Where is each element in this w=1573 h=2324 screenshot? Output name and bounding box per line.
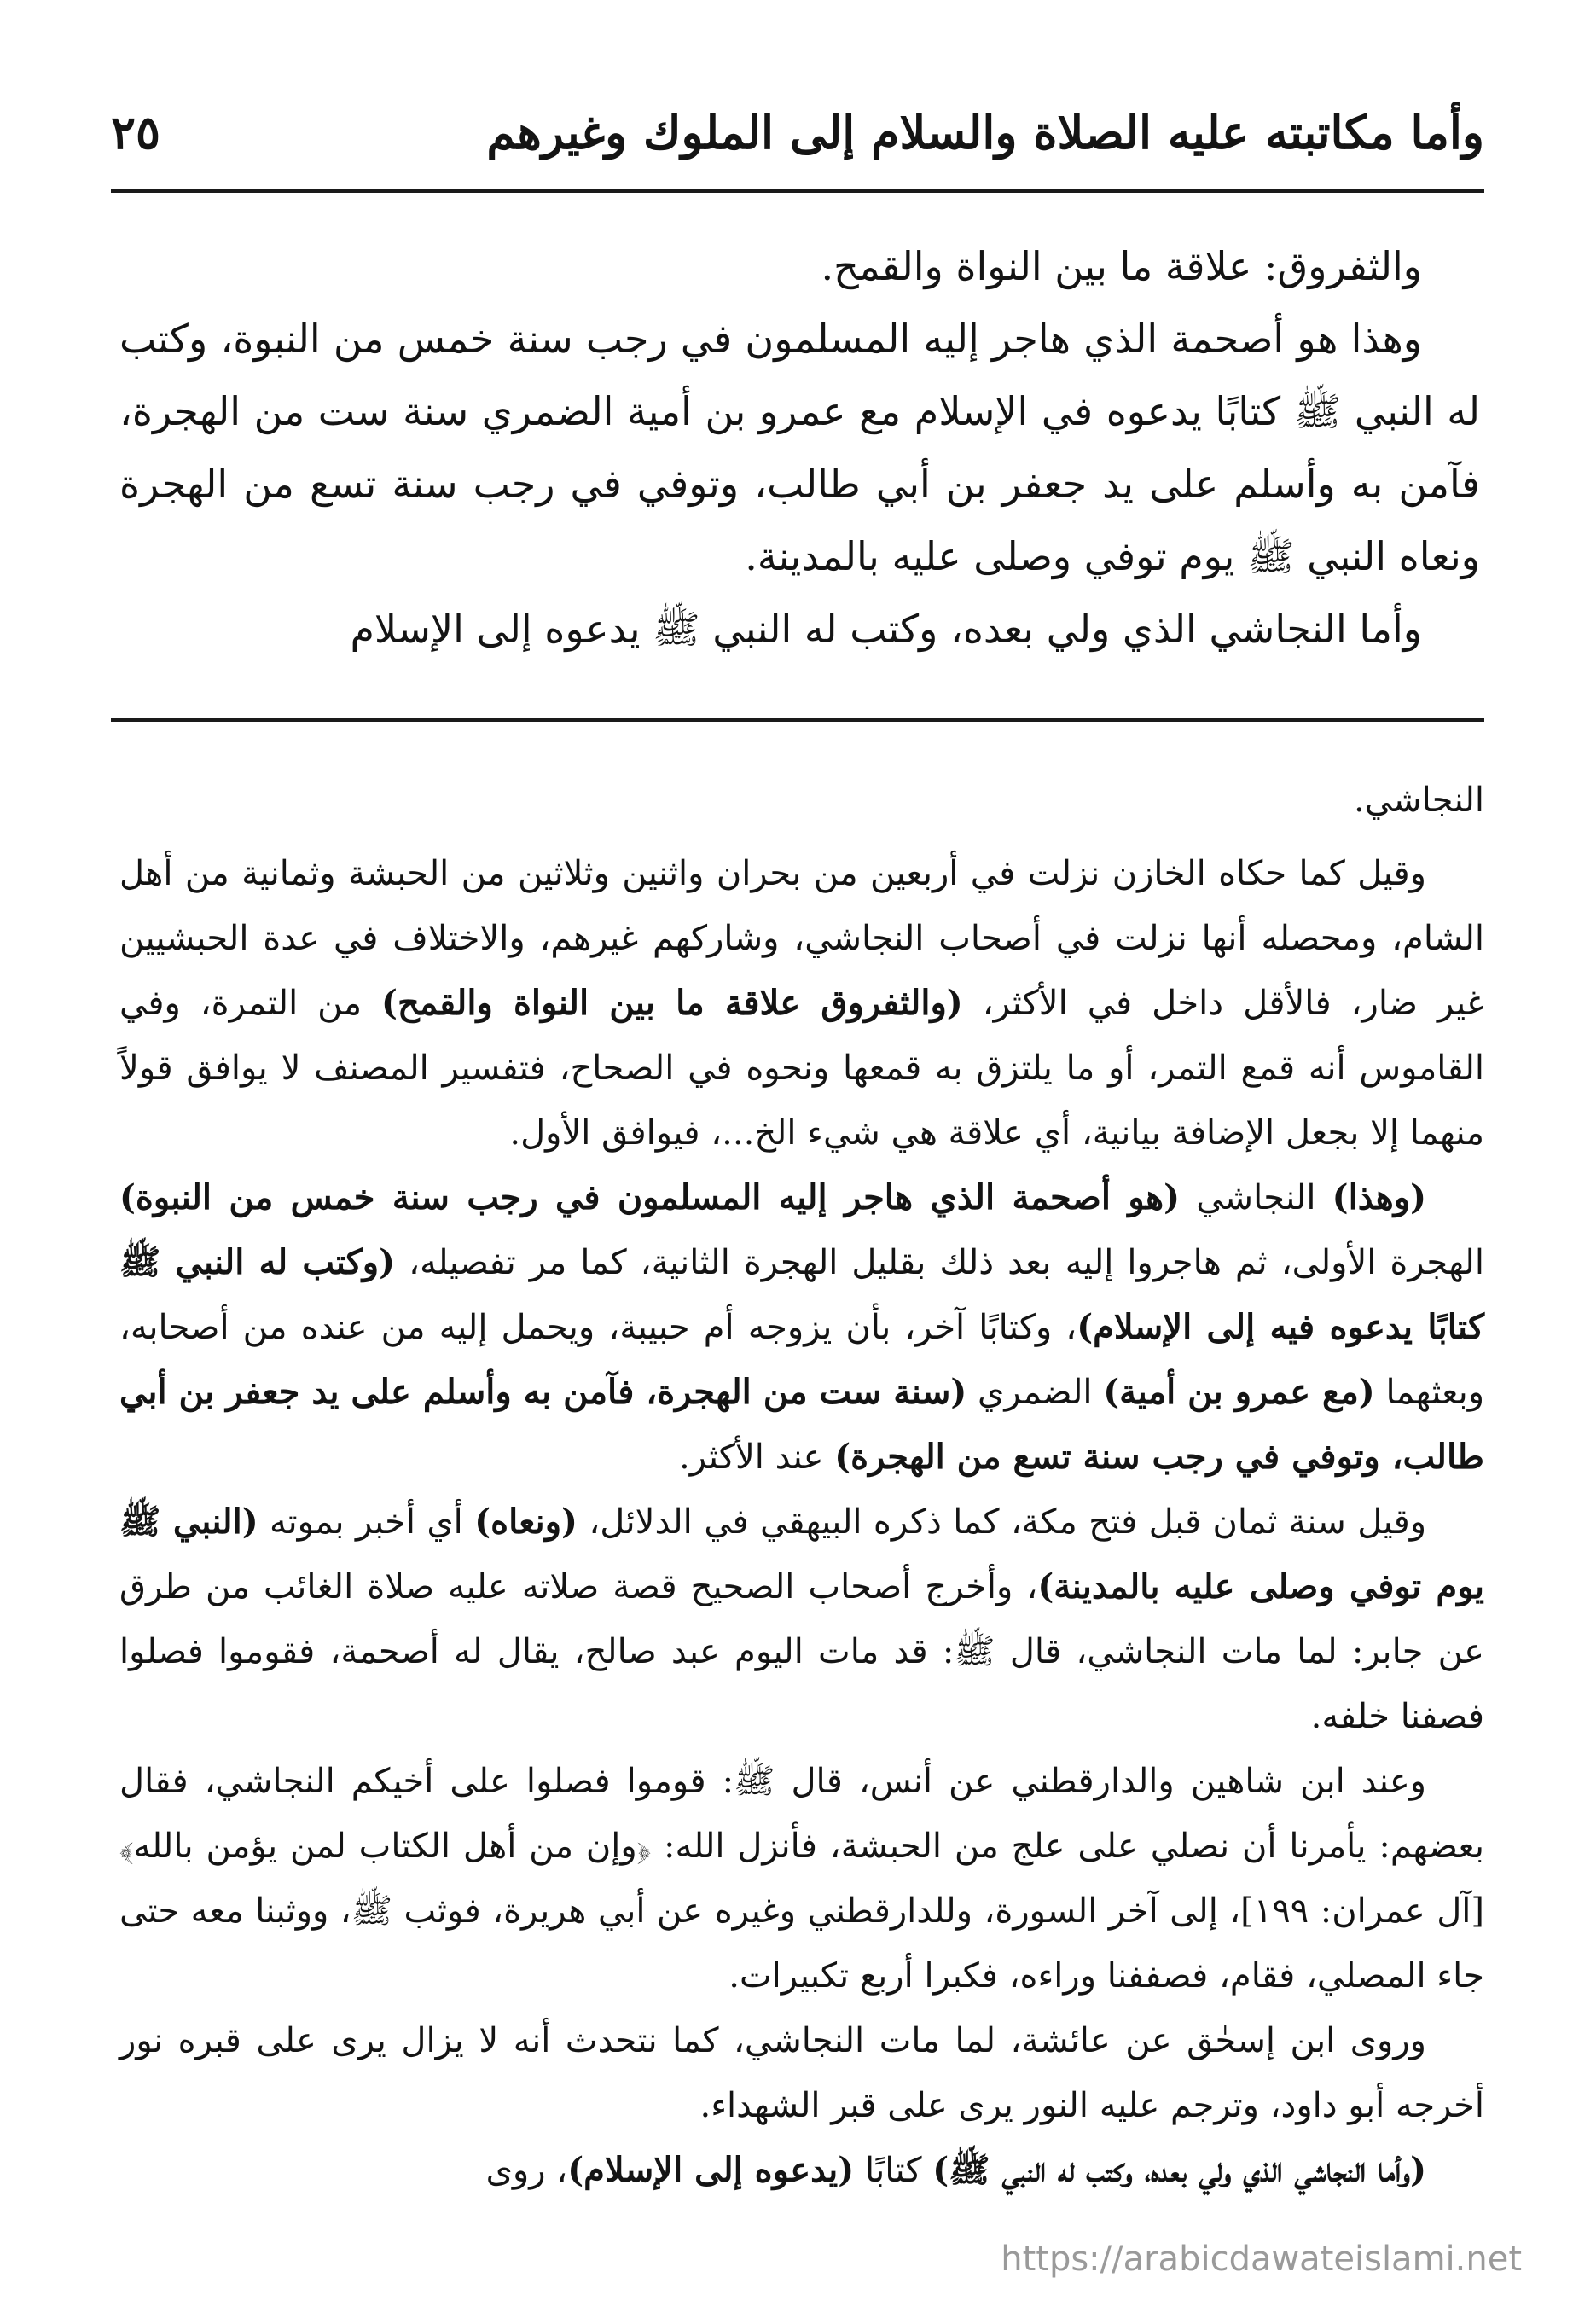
main-paragraph: وهذا هو أصحمة الذي هاجر إليه المسلمون في رجب سنة خمس من النبوة، وكتب له النبي ﷺ كتابًا يدعوه في الإسلام مع عمرو بن أمية الضمري سنة ست من الهجرة، فآمن به وأسلم على يد جعفر بن أبي طالب، وتوفي في رجب سنة تسع من الهجرة ونعاه النبي ﷺ يوم توفي وصلى عليه بالمدينة. (119, 316, 1480, 579)
commentary-text-run: ، وكتابًا آخر، بأن يزوجه أم حبيبة، ويحمل إليه من عنده من أصحابه، وبعثهما (119, 1308, 1485, 1412)
commentary-text-run: وقيل سنة ثمان قبل فتح مكة، كما ذكره البيهقي في الدلائل، (577, 1502, 1427, 1542)
commentary-paragraph: وروى ابن إسحٰق عن عائشة، لما مات النجاشي، كما نتحدث أنه لا يزال يرى على قبره نور أخرجه أبو داود، وترجم عليه النور يرى على قبر الشهداء. (119, 2021, 1484, 2125)
quoted-main-text: (يدعوه إلى الإسلام) (567, 2150, 855, 2190)
page-number: ٢٥ (111, 105, 161, 160)
header-rule (111, 189, 1484, 193)
quoted-main-text: (والثفروق علاقة ما بين النواة والقمح) (381, 983, 963, 1023)
commentary-text-run: النجاشي (1180, 1178, 1332, 1217)
commentary-text-run: ، روى (485, 2151, 568, 2190)
quoted-main-text: (وكتب له النبي ﷺ كتابًا يدعوه فيه إلى الإسلام) (119, 1242, 1484, 1347)
quoted-main-text: (وأما النجاشي الذي ولي بعده، وكتب له النبي ﷺ) (932, 2150, 1426, 2190)
running-title: وأما مكاتبته عليه الصلاة والسلام إلى الملوك وغيرهم (486, 105, 1484, 160)
commentary-text-run: من التمرة، وفي القاموس أنه قمع التمر، أو ما يلتزق به قمعها ونحوه في الصحاح، فتفسير المصنف لا يوافق قولاً منهما إلا بجعل الإضافة بيانية، أي علاقة هي شيء الخ...، فيوافق الأول. (119, 984, 1484, 1153)
quoted-main-text: (سنة ست من الهجرة، فآمن به وأسلم على يد جعفر بن أبي طالب، وتوفي في رجب سنة تسع من الهجرة) (119, 1372, 1484, 1477)
page-header (111, 94, 1484, 171)
quoted-main-text: (هو أصحمة الذي هاجر إليه المسلمون في رجب سنة خمس من النبوة) (119, 1177, 1181, 1217)
commentary-text-run: أي أخبر بموته (258, 1502, 475, 1542)
quoted-main-text: (وهذا) (1332, 1177, 1427, 1217)
commentary-paragraph (119, 2138, 1484, 2203)
commentary-text-run: عند الأكثر. (679, 1438, 835, 1477)
watermark-url: https://arabicdawateislami.net (1001, 2240, 1522, 2279)
quoted-main-text: (مع عمرو بن أمية) (1103, 1372, 1375, 1412)
commentary-paragraph (119, 1490, 1484, 1749)
commentary-text-run: الهجرة الأولى، ثم هاجروا إليه بعد ذلك بقليل الهجرة الثانية، كما مر تفصيله، (395, 1243, 1484, 1282)
commentary-text (119, 768, 1484, 2203)
separator-rule (111, 718, 1484, 722)
quoted-main-text: (النبي ﷺ يوم توفي وصلى عليه بالمدينة) (119, 1502, 1484, 1606)
main-text (119, 230, 1480, 665)
commentary-paragraph (119, 1165, 1484, 1490)
commentary-text-run: وقيل كما حكاه الخازن نزلت في أربعين من بحران واثنين وثلاثين من الحبشة وثمانية من أهل الشام، ومحصله أنها نزلت في أصحاب النجاشي، وشاركهم غيرهم، والاختلاف في عدة الحبشيين غير ضار، فالأقل داخل في الأكثر، (119, 854, 1485, 1023)
quoted-main-text: (ونعاه) (474, 1502, 578, 1542)
commentary-text-run: كتابًا (854, 2151, 933, 2190)
commentary-paragraph: النجاشي. (1354, 781, 1484, 820)
commentary-text-run: ، وأخرج أصحاب الصحيح قصة صلاته عليه صلاة الغائب من طرق عن جابر: لما مات النجاشي، قال ﷺ: قد مات اليوم عبد صالح، يقال له أصحمة، فقوموا فصلوا فصفنا خلفه. (119, 1567, 1484, 1736)
main-paragraph: وأما النجاشي الذي ولي بعده، وكتب له النبي ﷺ يدعوه إلى الإسلام (350, 606, 1422, 652)
main-paragraph: والثفروق: علاقة ما بين النواة والقمح. (821, 243, 1422, 289)
commentary-paragraph (119, 841, 1484, 1165)
commentary-paragraph: وعند ابن شاهين والدارقطني عن أنس، قال ﷺ: قوموا فصلوا على أخيكم النجاشي، فقال بعضهم: يأمرنا أن نصلي على علج من الحبشة، فأنزل الله: ﴿وإن من أهل الكتاب لمن يؤمن بالله﴾ [آل عمران: ١٩٩]، إلى آخر السورة، وللدارقطني وغيره عن أبي هريرة، فوثب ﷺ، ووثبنا معه حتى جاء المصلي، فقام، فصففنا وراءه، فكبرا أربع تكبيرات. (119, 1762, 1484, 1996)
commentary-text-run: الضمري (966, 1373, 1104, 1412)
